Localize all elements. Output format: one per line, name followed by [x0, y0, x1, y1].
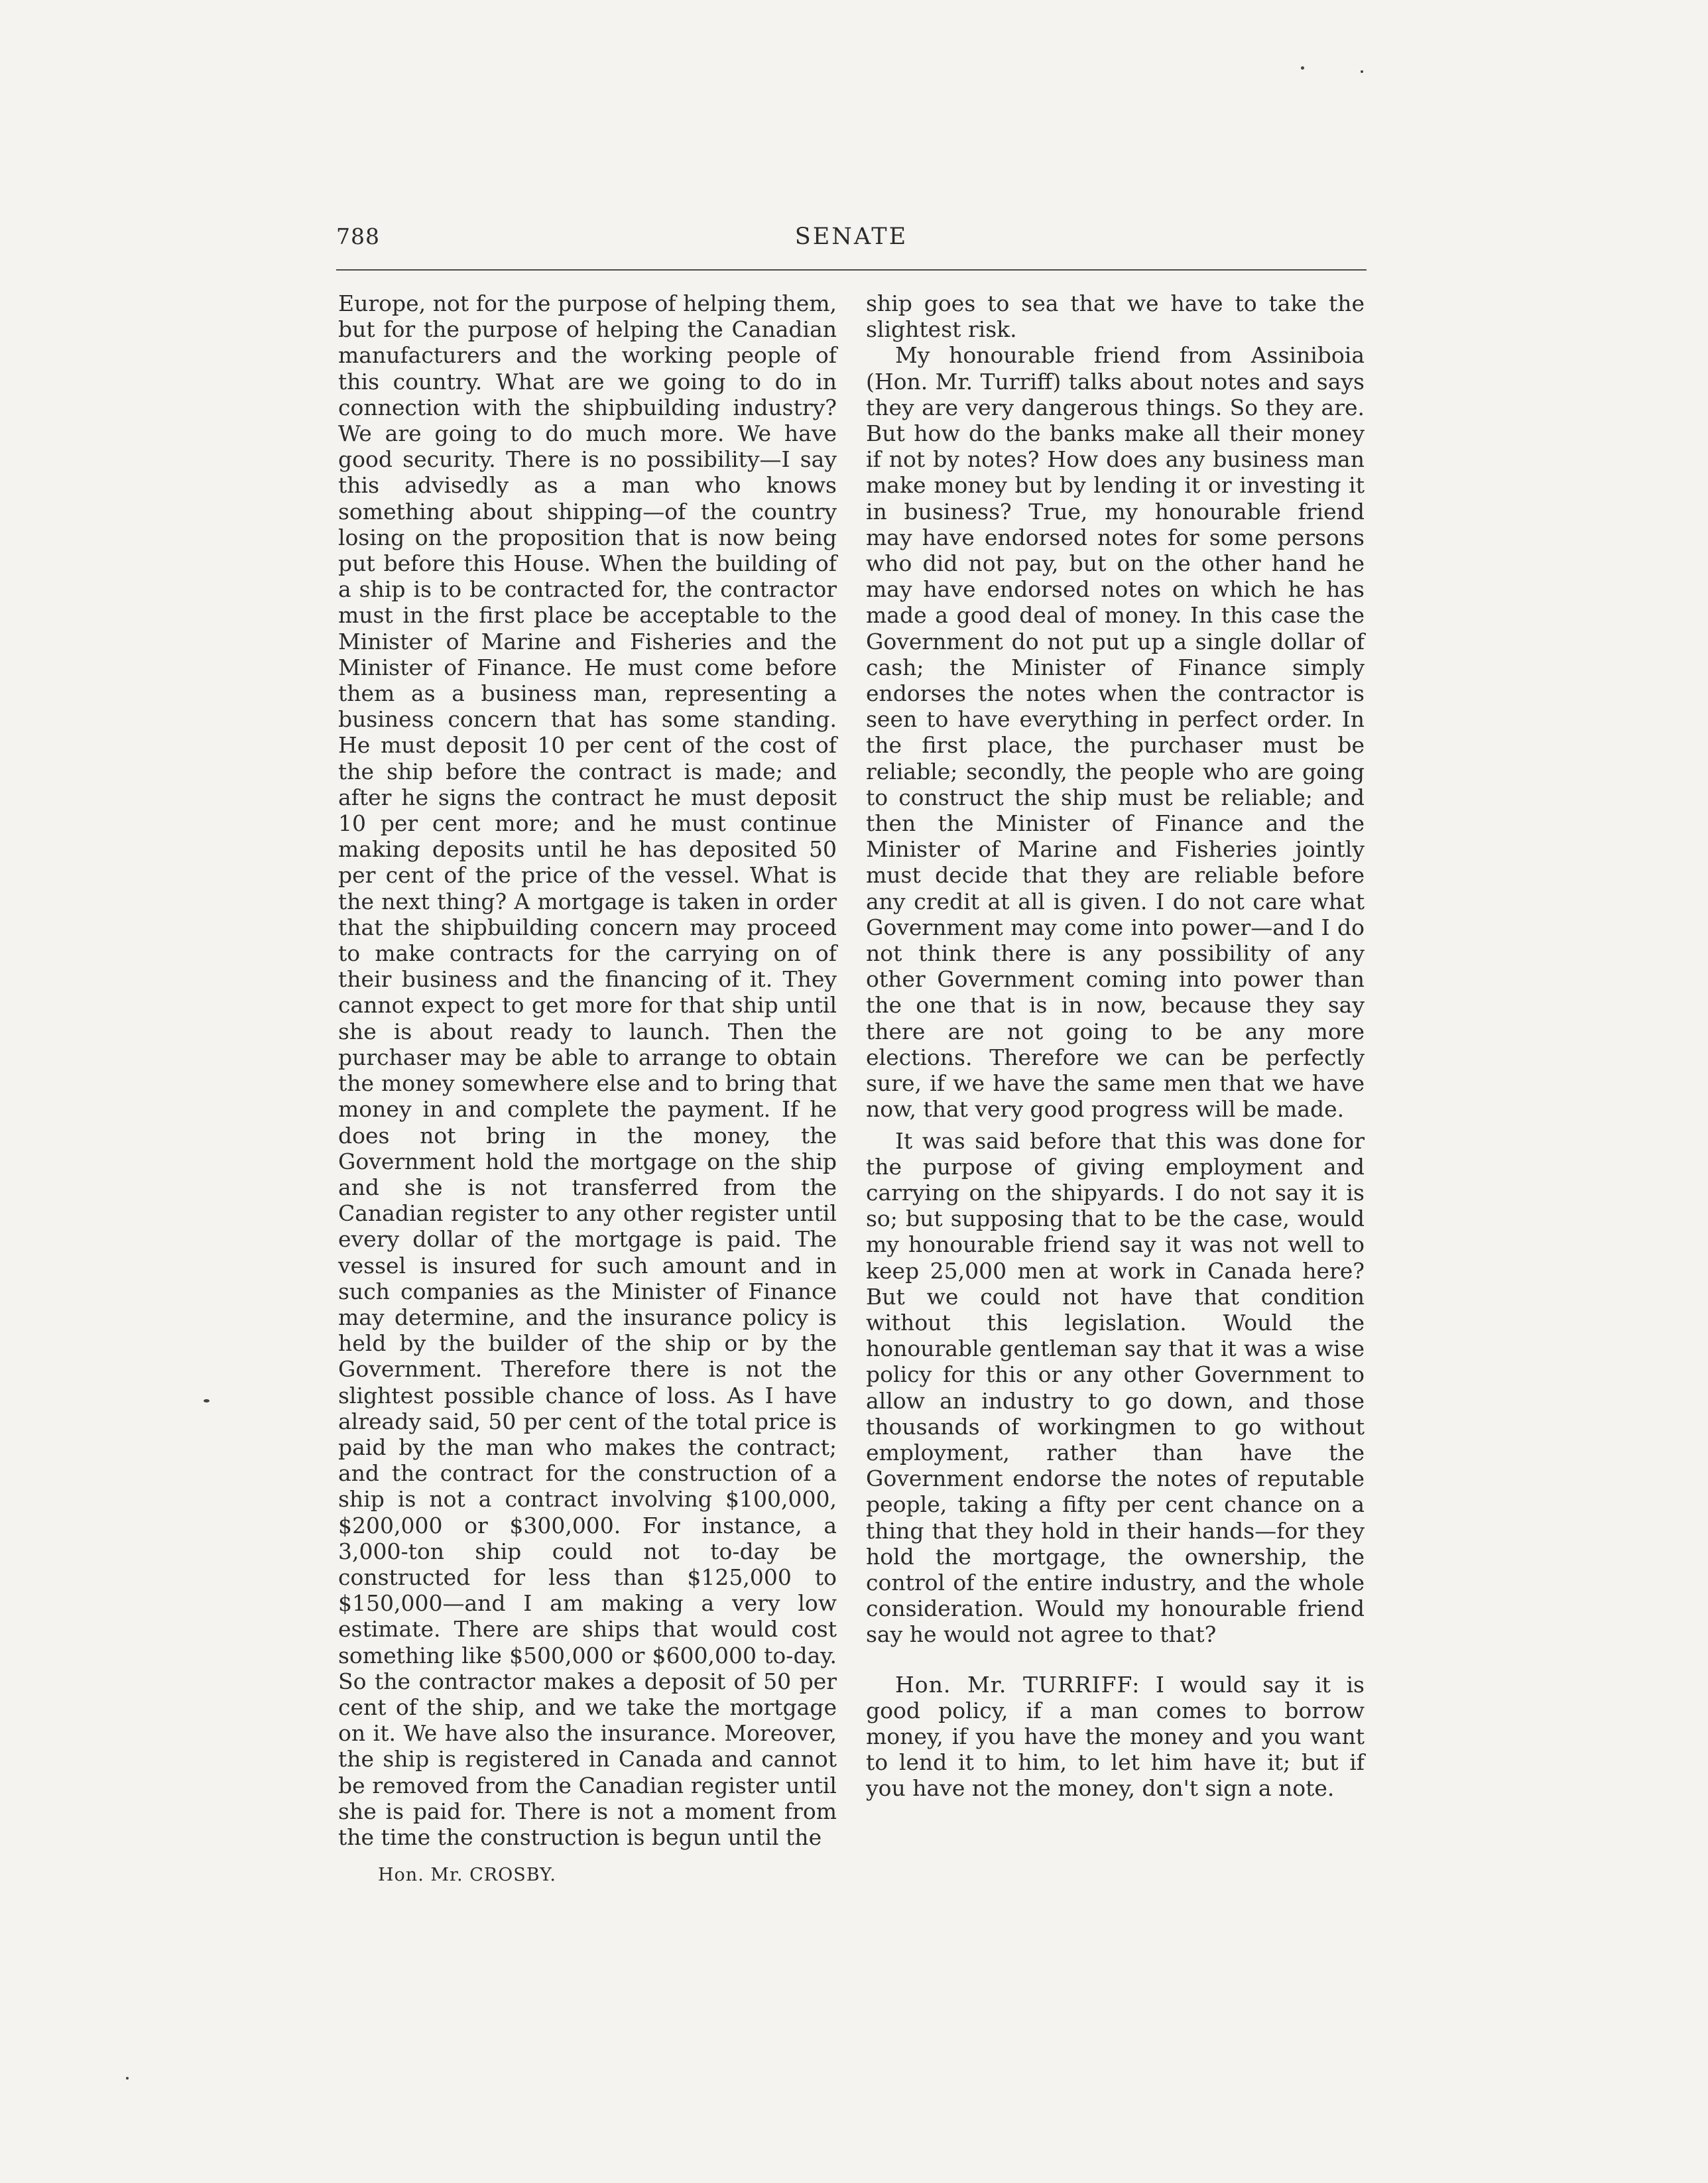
speaker-text: I would say it is good policy, if a man comes to borrow money, if you have the money and you want to lend it to him, to let him have it; but if you have not the money, don't sign a note.: [866, 1671, 1365, 1802]
speaker-label: Hon. Mr. TURRIFF:: [895, 1671, 1140, 1698]
scan-speck: [1361, 70, 1363, 73]
scan-speck: [1301, 66, 1304, 70]
left-column: [338, 290, 837, 1850]
scan-speck: [204, 1399, 210, 1403]
left-paragraph: Europe, not for the purpose of helping them, but for the purpose of helping the Canadian manufacturers and the working people of this country. What are we going to do in connection with the shipbuilding industry? We are going to do much more. We have good security. There is no possibility—I say this advisedly as a man who knows something about shipping—of the country losing on the proposition that is now being put before this House. When the building of a ship is to be contracted for, the contractor must in the first place be acceptable to the Minister of Marine and Fisheries and the Minister of Finance. He must come before them as a business man, representing a business concern that has some standing. He must deposit 10 per cent of the cost of the ship before the contract is made; and after he signs the contract he must deposit 10 per cent more; and he must continue making deposits until he has deposited 50 per cent of the price of the vessel. What is the next thing? A mortgage is taken in order that the shipbuilding concern may proceed to make contracts for the carrying on of their business and the financing of it. They cannot expect to get more for that ship until she is about ready to launch. Then the purchaser may be able to arrange to obtain the money somewhere else and to bring that money in and complete the payment. If he does not bring in the money, the Government hold the mortgage on the ship and she is not transferred from the Canadian register to any other register until every dollar of the mortgage is paid. The vessel is insured for such amount and in such companies as the Minister of Finance may determine, and the insurance policy is held by the builder of the ship or by the Government. Therefore there is not the slightest possible chance of loss. As I have already said, 50 per cent of the total price is paid by the man who makes the contract; and the contract for the construction of a ship is not a contract involving $100,000, $200,000 or $300,000. For instance, a 3,000-ton ship could not to-day be constructed for less than $125,000 to $150,000—and I am making a very low estimate. There are ships that would cost something like $500,000 or $600,000 to-day. So the contractor makes a deposit of 50 per cent of the ship, and we take the mortgage on it. We have also the insurance. Moreover, the ship is registered in Canada and cannot be removed from the Canadian register until she is paid for. There is not a moment from the time the construction is begun until the: [338, 290, 837, 1850]
speaker-footer: Hon. Mr. CROSBY.: [378, 1865, 557, 1885]
right-paragraph-continued: ship goes to sea that we have to take the slightest risk.: [866, 290, 1365, 343]
running-head: SENATE: [794, 223, 908, 250]
page-number: 788: [336, 223, 380, 249]
scan-speck: [126, 2077, 129, 2080]
right-paragraph: It was said before that this was done for the purpose of giving employment and carrying on the shipyards. I do not say it is so; but supposing that to be the case, would my honourable friend say it was not well to keep 25,000 men at work in Canada here? But we could not have that condition without this legislation. Would the honourable gentleman say that it was a wise policy for this or any other Government to allow an industry to go down, and those thousands of workingmen to go without employment, rather than have the Government endorse the notes of reputable people, taking a fifty per cent chance on a thing that they hold in their hands—for they hold the mortgage, the ownership, the control of the entire industry, and the whole consideration. Would my honourable friend say he would not agree to that?: [866, 1127, 1365, 1648]
right-paragraph: My honourable friend from Assiniboia (Hon. Mr. Turriff) talks about notes and says they are very dangerous things. So they are. But how do the banks make all their money if not by notes? How does any business man make money but by lending it or investing it in business? True, my honourable friend may have endorsed notes for some persons who did not pay, but on the other hand he may have endorsed notes on which he has made a good deal of money. In this case the Government do not put up a single dollar of cash; the Minister of Finance simply endorses the notes when the contractor is seen to have everything in perfect order. In the first place, the purchaser must be reliable; secondly, the people who are going to construct the ship must be reliable; and then the Minister of Finance and the Minister of Marine and Fisheries jointly must decide that they are reliable before any credit at all is given. I do not care what Government may come into power—and I do not think there is any possibility of any other Government coming into power than the one that is in now, because they say there are not going to be any more elections. Therefore we can be perfectly sure, if we have the same men that we have now, that very good progress will be made.: [866, 342, 1365, 1123]
header-rule: [336, 269, 1367, 271]
page-header: [336, 223, 1367, 263]
speaker-paragraph: [866, 1672, 1365, 1802]
right-column: [866, 290, 1365, 1802]
